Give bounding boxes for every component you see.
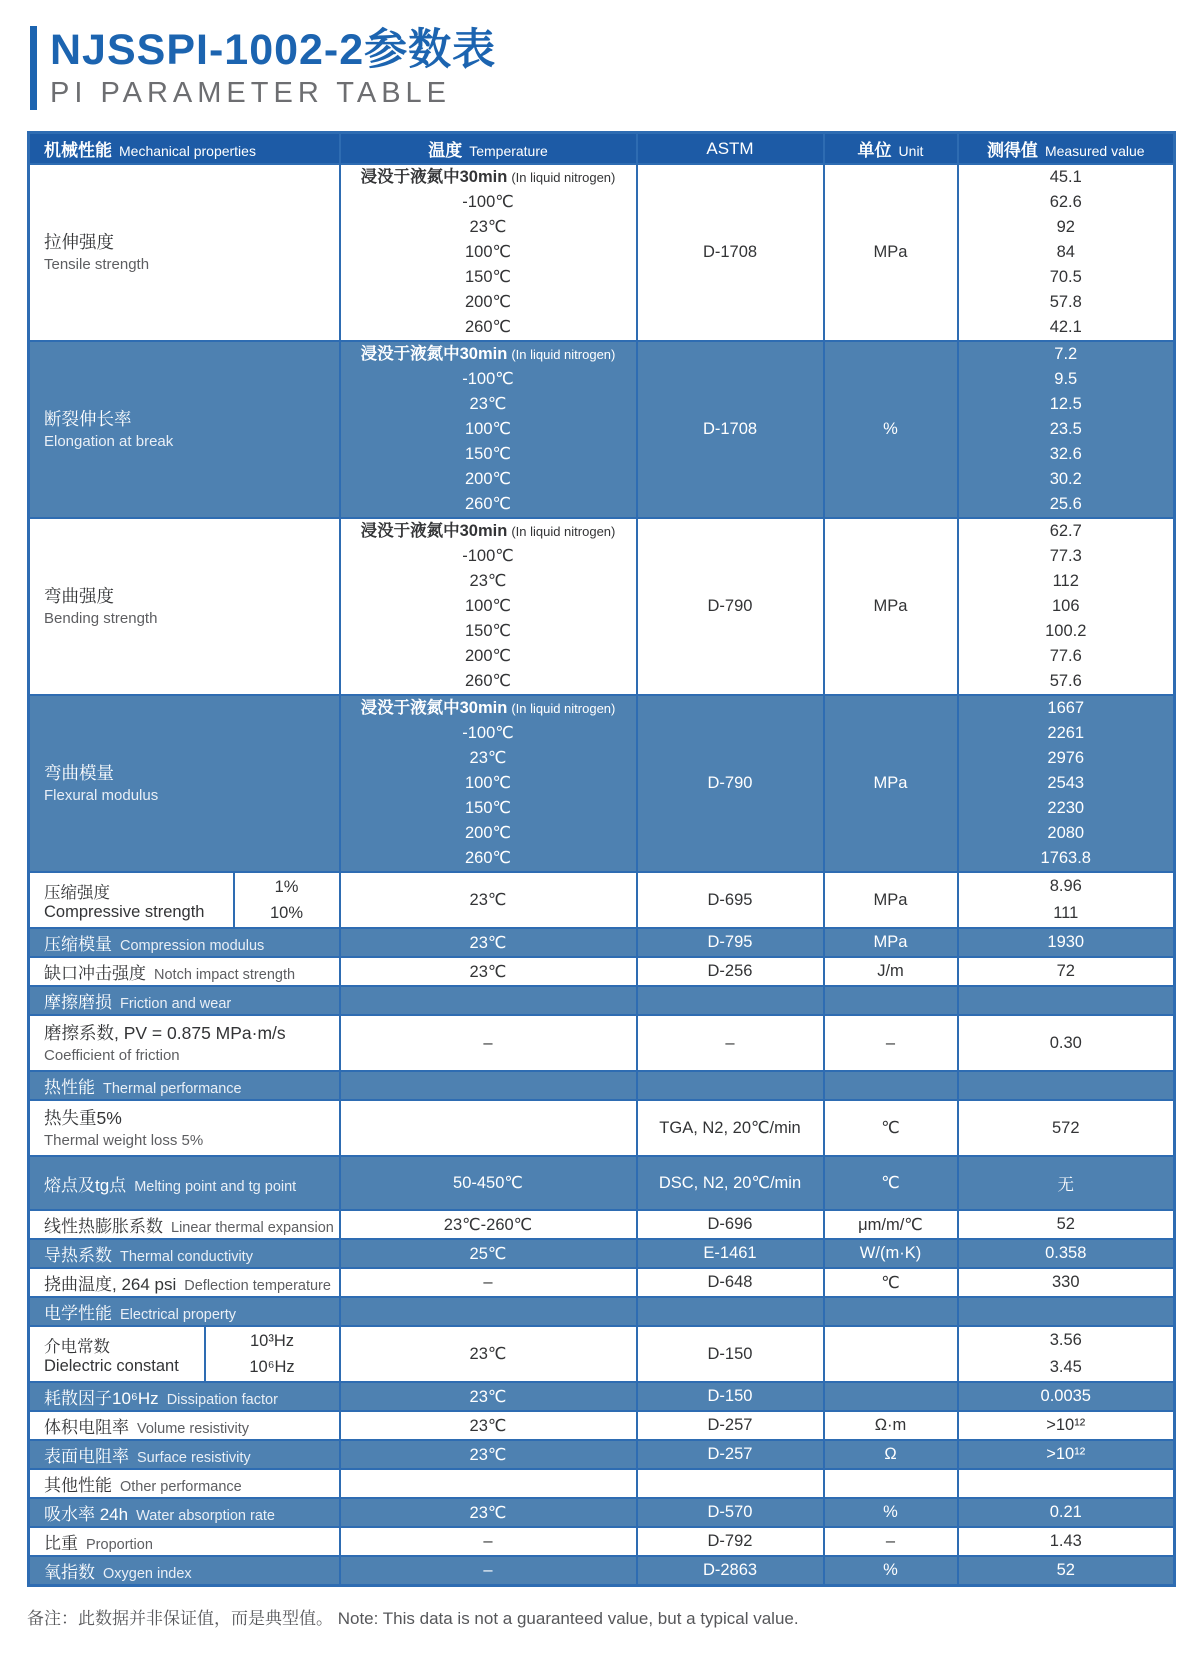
empty-cell <box>824 1469 958 1498</box>
cell-unit: % <box>824 1556 958 1586</box>
temp-line <box>341 165 636 190</box>
cell-value: 无 <box>958 1156 1175 1210</box>
value-line: 111 <box>1053 904 1079 922</box>
table-head <box>29 133 1175 165</box>
property-en: Deflection temperature <box>184 1278 331 1294</box>
row-section-other-performance <box>29 1469 1175 1498</box>
property-en: Compressive strength <box>44 902 205 921</box>
cell-property <box>29 518 340 695</box>
cell-unit: – <box>824 1015 958 1071</box>
temp-line: -100℃ <box>462 547 514 565</box>
cell-astm: D-1708 <box>637 341 824 518</box>
cell-astm: D-150 <box>637 1326 824 1382</box>
cell-astm: D-790 <box>637 518 824 695</box>
temp-line: 150℃ <box>464 799 512 817</box>
cell-unit-empty <box>824 1382 958 1411</box>
temp-line: -100℃ <box>462 193 514 211</box>
property-zh: 线性热膨胀系数 <box>44 1217 163 1236</box>
cell-unit: – <box>824 1527 958 1556</box>
cell-unit: % <box>824 341 958 518</box>
strain-level-2: 10% <box>269 904 304 922</box>
property-en: Volume resistivity <box>137 1421 250 1437</box>
value-line: 106 <box>1051 597 1080 615</box>
temp-sub: (In liquid nitrogen) <box>511 170 616 185</box>
property-en: Elongation at break <box>44 433 174 450</box>
cell-unit: MPa <box>824 518 958 695</box>
cell-temperature: 23℃ <box>340 928 637 957</box>
value-line: 2080 <box>1047 824 1085 842</box>
cell-temperature: 23℃ <box>340 1411 637 1440</box>
cell-temperatures <box>340 518 637 695</box>
cell-astm: E-1461 <box>637 1239 824 1268</box>
parameter-table <box>27 131 1176 1587</box>
cell-property <box>29 1556 340 1586</box>
cell-value: 1.43 <box>958 1527 1175 1556</box>
temp-line: 100℃ <box>464 774 512 792</box>
cell-section-label <box>29 986 340 1015</box>
section-en: Thermal performance <box>103 1081 242 1097</box>
property-en: Coefficient of friction <box>44 1046 180 1064</box>
cell-astm: D-570 <box>637 1498 824 1527</box>
temp-line <box>341 342 636 367</box>
cell-temperature: – <box>340 1268 637 1297</box>
cell-temperatures <box>340 341 637 518</box>
cell-unit: % <box>824 1498 958 1527</box>
property-zh: 吸水率 24h <box>44 1505 129 1524</box>
cell-section-label <box>29 1297 340 1326</box>
temp-line: -100℃ <box>462 370 514 388</box>
header-measured-en: Measured value <box>1044 143 1145 159</box>
row-notch-impact-strength <box>29 957 1175 986</box>
page-header <box>30 26 1200 110</box>
property-zh: 比重 <box>44 1534 78 1553</box>
cell-temperature <box>340 1100 637 1156</box>
header-col-measured <box>958 133 1175 165</box>
strain-levels <box>233 873 339 927</box>
property-en: Dielectric constant <box>44 1356 179 1375</box>
frequencies <box>204 1327 339 1381</box>
property-zh: 热失重5% <box>44 1107 122 1128</box>
empty-cell <box>958 1071 1175 1100</box>
header-property-zh: 机械性能 <box>44 141 112 160</box>
property-zh: 耗散因子10⁶Hz <box>44 1389 159 1408</box>
temp-line: 23℃ <box>469 395 507 413</box>
cell-value: >10¹² <box>958 1411 1175 1440</box>
cell-property <box>29 1015 340 1071</box>
temp-main: 浸没于液氮中30min <box>360 699 508 717</box>
cell-unit-empty <box>824 1326 958 1382</box>
header-unit-en: Unit <box>898 143 924 159</box>
cell-temperature: 23℃ <box>340 1326 637 1382</box>
property-en: Linear thermal expansion <box>171 1220 334 1236</box>
page-title: NJSSPI-1002-2参数表 <box>50 26 497 74</box>
temp-main: 浸没于液氮中30min <box>360 522 508 540</box>
value-line: 92 <box>1056 218 1075 236</box>
row-compressive-strength <box>29 872 1175 928</box>
row-surface-resistivity <box>29 1440 1175 1469</box>
cell-astm: D-648 <box>637 1268 824 1297</box>
frequency-1: 10³Hz <box>249 1332 294 1350</box>
cell-value: 1930 <box>958 928 1175 957</box>
property-en: Proportion <box>86 1537 153 1553</box>
row-coefficient-of-friction <box>29 1015 1175 1071</box>
cell-astm: – <box>637 1015 824 1071</box>
temp-line: 100℃ <box>464 597 512 615</box>
cell-value: >10¹² <box>958 1440 1175 1469</box>
header-col-unit <box>824 133 958 165</box>
row-oxygen-index <box>29 1556 1175 1586</box>
value-line: 30.2 <box>1049 470 1082 488</box>
cell-value: 52 <box>958 1556 1175 1586</box>
cell-value: 52 <box>958 1210 1175 1239</box>
cell-section-label <box>29 1071 340 1100</box>
row-tensile-strength <box>29 164 1175 341</box>
value-line: 42.1 <box>1049 318 1082 336</box>
cell-value: 0.358 <box>958 1239 1175 1268</box>
temp-line: 200℃ <box>464 647 512 665</box>
section-zh: 热性能 <box>44 1078 95 1097</box>
cell-value: 0.21 <box>958 1498 1175 1527</box>
footnote: 备注：此数据并非保证值，而是典型值。 Note: This data is not a guaranteed value, but a typical value. <box>27 1609 799 1628</box>
header-col-property <box>29 133 340 165</box>
cell-unit: MPa <box>824 695 958 872</box>
row-melting-point <box>29 1156 1175 1210</box>
property-en: Water absorption rate <box>136 1508 275 1524</box>
temp-line: 23℃ <box>469 749 507 767</box>
cell-unit: Ω·m <box>824 1411 958 1440</box>
cell-astm: DSC, N2, 20℃/min <box>637 1156 824 1210</box>
property-zh: 表面电阻率 <box>44 1447 129 1466</box>
temp-line: 150℃ <box>464 268 512 286</box>
cell-value: 72 <box>958 957 1175 986</box>
temp-line: 150℃ <box>464 622 512 640</box>
row-elongation-at-break <box>29 341 1175 518</box>
header-col-temperature <box>340 133 637 165</box>
value-line: 12.5 <box>1049 395 1082 413</box>
value-line: 57.8 <box>1049 293 1082 311</box>
section-en: Electrical property <box>120 1307 237 1323</box>
cell-astm: D-696 <box>637 1210 824 1239</box>
cell-values <box>958 341 1175 518</box>
value-line: 7.2 <box>1054 345 1078 363</box>
value-line: 77.6 <box>1049 647 1082 665</box>
temp-line: 150℃ <box>464 445 512 463</box>
cell-astm: D-792 <box>637 1527 824 1556</box>
cell-temperature: 50-450℃ <box>340 1156 637 1210</box>
row-thermal-conductivity <box>29 1239 1175 1268</box>
temp-line: 260℃ <box>464 495 512 513</box>
cell-property <box>29 1100 340 1156</box>
row-section-thermal-performance <box>29 1071 1175 1100</box>
cell-property <box>29 872 340 928</box>
cell-astm: D-256 <box>637 957 824 986</box>
property-en: Dissipation factor <box>166 1392 278 1408</box>
header-col-astm <box>637 133 824 165</box>
empty-cell <box>637 1297 824 1326</box>
property-zh: 弯曲模量 <box>44 763 114 783</box>
cell-astm: D-1708 <box>637 164 824 341</box>
cell-unit: J/m <box>824 957 958 986</box>
value-line: 8.96 <box>1049 877 1082 895</box>
cell-astm: TGA, N2, 20℃/min <box>637 1100 824 1156</box>
property-zh: 压缩模量 <box>44 935 112 954</box>
property-en: Surface resistivity <box>137 1450 251 1466</box>
cell-property <box>29 1326 340 1382</box>
cell-property <box>29 1239 340 1268</box>
temp-sub: (In liquid nitrogen) <box>511 524 616 539</box>
cell-astm: D-257 <box>637 1411 824 1440</box>
cell-property <box>29 1440 340 1469</box>
property-en: Melting point and tg point <box>134 1178 297 1195</box>
cell-astm: D-695 <box>637 872 824 928</box>
frequency-2: 10⁶Hz <box>249 1358 295 1376</box>
temp-line: 260℃ <box>464 849 512 867</box>
cell-temperature: 25℃ <box>340 1239 637 1268</box>
empty-cell <box>824 1297 958 1326</box>
cell-property <box>29 1268 340 1297</box>
cell-property <box>29 957 340 986</box>
value-line: 1763.8 <box>1040 849 1091 867</box>
property-en: Thermal conductivity <box>120 1249 253 1265</box>
temp-line: 200℃ <box>464 824 512 842</box>
property-zh: 压缩强度 <box>44 883 110 902</box>
value-line: 3.56 <box>1049 1331 1082 1349</box>
value-line: 45.1 <box>1049 168 1082 186</box>
property-label <box>30 1327 204 1381</box>
cell-unit: μm/m/℃ <box>824 1210 958 1239</box>
cell-unit: ℃ <box>824 1100 958 1156</box>
header-row <box>29 133 1175 165</box>
property-en: Compression modulus <box>120 938 265 954</box>
property-zh: 缺口冲击强度 <box>44 964 146 983</box>
cell-unit: ℃ <box>824 1268 958 1297</box>
temp-line: 100℃ <box>464 420 512 438</box>
cell-temperature: – <box>340 1527 637 1556</box>
section-zh: 摩擦磨损 <box>44 993 112 1012</box>
cell-temperature: 23℃-260℃ <box>340 1210 637 1239</box>
cell-property <box>29 695 340 872</box>
property-en: Tensile strength <box>44 256 150 273</box>
cell-astm: D-795 <box>637 928 824 957</box>
value-line: 1667 <box>1047 699 1085 717</box>
value-line: 32.6 <box>1049 445 1082 463</box>
cell-temperatures <box>340 695 637 872</box>
header-property-en: Mechanical properties <box>119 143 256 159</box>
cell-unit: ℃ <box>824 1156 958 1210</box>
value-line: 9.5 <box>1054 370 1078 388</box>
page <box>0 26 1200 1629</box>
property-en: Bending strength <box>44 610 158 627</box>
value-line: 23.5 <box>1049 420 1082 438</box>
cell-unit: MPa <box>824 928 958 957</box>
empty-cell <box>637 1071 824 1100</box>
header-unit-zh: 单位 <box>857 141 892 160</box>
cell-temperature: 23℃ <box>340 957 637 986</box>
temp-line: 200℃ <box>464 293 512 311</box>
cell-values <box>958 872 1175 928</box>
temp-line: 100℃ <box>464 243 512 261</box>
temp-line: -100℃ <box>462 724 514 742</box>
value-line: 62.7 <box>1049 522 1082 540</box>
property-zh: 拉伸强度 <box>44 232 114 252</box>
row-section-electrical-property <box>29 1297 1175 1326</box>
value-line: 25.6 <box>1049 495 1082 513</box>
value-line: 2543 <box>1047 774 1085 792</box>
cell-property <box>29 1527 340 1556</box>
temp-main: 浸没于液氮中30min <box>360 168 508 186</box>
cell-value: 572 <box>958 1100 1175 1156</box>
page-subtitle: PI PARAMETER TABLE <box>50 77 452 109</box>
temp-line: 23℃ <box>469 218 507 236</box>
temp-line <box>341 519 636 544</box>
cell-property <box>29 1382 340 1411</box>
empty-cell <box>340 1071 637 1100</box>
cell-property <box>29 164 340 341</box>
value-line: 77.3 <box>1049 547 1082 565</box>
cell-unit: MPa <box>824 164 958 341</box>
cell-property <box>29 1156 340 1210</box>
cell-temperature: 23℃ <box>340 1440 637 1469</box>
cell-astm: D-790 <box>637 695 824 872</box>
strain-level-1: 1% <box>274 878 299 896</box>
header-astm-label: ASTM <box>706 138 754 158</box>
cell-temperature: – <box>340 1556 637 1586</box>
value-line: 2230 <box>1047 799 1085 817</box>
value-line: 2261 <box>1047 724 1085 742</box>
section-zh: 电学性能 <box>44 1304 112 1323</box>
cell-temperatures <box>340 164 637 341</box>
temp-sub: (In liquid nitrogen) <box>511 701 616 716</box>
empty-cell <box>958 986 1175 1015</box>
row-deflection-temperature <box>29 1268 1175 1297</box>
value-line: 84 <box>1056 243 1075 261</box>
cell-property <box>29 928 340 957</box>
cell-values <box>958 695 1175 872</box>
cell-unit: Ω <box>824 1440 958 1469</box>
section-en: Other performance <box>120 1479 242 1495</box>
cell-values <box>958 164 1175 341</box>
row-dielectric-constant <box>29 1326 1175 1382</box>
row-flexural-modulus <box>29 695 1175 872</box>
cell-value: 0.0035 <box>958 1382 1175 1411</box>
property-en: Thermal weight loss 5% <box>44 1131 204 1149</box>
row-dissipation-factor <box>29 1382 1175 1411</box>
title-accent-bar <box>30 26 37 110</box>
split-cell <box>30 873 339 927</box>
property-zh: 介电常数 <box>44 1337 110 1356</box>
cell-unit: MPa <box>824 872 958 928</box>
temp-main: 浸没于液氮中30min <box>360 345 508 363</box>
property-zh: 导热系数 <box>44 1246 112 1265</box>
cell-temperature: 23℃ <box>340 872 637 928</box>
cell-property <box>29 341 340 518</box>
cell-astm: D-257 <box>637 1440 824 1469</box>
value-line: 2976 <box>1047 749 1085 767</box>
empty-cell <box>340 1469 637 1498</box>
header-temperature-en: Temperature <box>469 143 548 159</box>
header-measured-zh: 测得值 <box>986 141 1038 160</box>
cell-property <box>29 1210 340 1239</box>
empty-cell <box>958 1469 1175 1498</box>
cell-astm: D-150 <box>637 1382 824 1411</box>
property-zh: 断裂伸长率 <box>44 409 132 429</box>
property-en: Flexural modulus <box>44 787 159 804</box>
property-zh: 熔点及tg点 <box>44 1175 127 1195</box>
property-en: Notch impact strength <box>154 967 296 983</box>
row-water-absorption-rate <box>29 1498 1175 1527</box>
row-thermal-weight-loss <box>29 1100 1175 1156</box>
temp-line: 260℃ <box>464 672 512 690</box>
empty-cell <box>824 986 958 1015</box>
temp-line: 260℃ <box>464 318 512 336</box>
property-zh: 弯曲强度 <box>44 586 114 606</box>
property-zh: 氧指数 <box>44 1563 95 1582</box>
row-compression-modulus <box>29 928 1175 957</box>
row-linear-thermal-expansion <box>29 1210 1175 1239</box>
cell-values <box>958 1326 1175 1382</box>
temp-sub: (In liquid nitrogen) <box>511 347 616 362</box>
cell-temperature: 23℃ <box>340 1498 637 1527</box>
split-cell <box>30 1327 339 1381</box>
empty-cell <box>958 1297 1175 1326</box>
empty-cell <box>824 1071 958 1100</box>
empty-cell <box>637 986 824 1015</box>
header-temperature-zh: 温度 <box>428 141 463 160</box>
empty-cell <box>637 1469 824 1498</box>
temp-line: 200℃ <box>464 470 512 488</box>
row-proportion <box>29 1527 1175 1556</box>
cell-section-label <box>29 1469 340 1498</box>
cell-values <box>958 518 1175 695</box>
property-zh: 挠曲温度, 264 psi <box>44 1275 177 1294</box>
property-zh: 磨擦系数, PV = 0.875 MPa·m/s <box>44 1022 286 1043</box>
empty-cell <box>340 986 637 1015</box>
empty-cell <box>340 1297 637 1326</box>
value-line: 57.6 <box>1049 672 1082 690</box>
property-zh: 体积电阻率 <box>44 1418 129 1437</box>
cell-value: 330 <box>958 1268 1175 1297</box>
cell-temperature: – <box>340 1015 637 1071</box>
temp-line: 23℃ <box>469 572 507 590</box>
section-zh: 其他性能 <box>44 1476 112 1495</box>
cell-property <box>29 1498 340 1527</box>
property-label <box>30 873 233 927</box>
cell-value: 0.30 <box>958 1015 1175 1071</box>
value-line: 62.6 <box>1049 193 1082 211</box>
title-texts <box>50 26 496 110</box>
cell-property <box>29 1411 340 1440</box>
row-bending-strength <box>29 518 1175 695</box>
cell-unit: W/(m·K) <box>824 1239 958 1268</box>
table-body <box>29 164 1175 1586</box>
property-en: Oxygen index <box>103 1566 192 1582</box>
cell-temperature: 23℃ <box>340 1382 637 1411</box>
temp-line <box>341 696 636 721</box>
section-en: Friction and wear <box>120 996 232 1012</box>
value-line: 3.45 <box>1049 1358 1082 1376</box>
row-volume-resistivity <box>29 1411 1175 1440</box>
row-section-friction-and-wear <box>29 986 1175 1015</box>
value-line: 70.5 <box>1049 268 1082 286</box>
value-line: 100.2 <box>1045 622 1087 640</box>
value-line: 112 <box>1052 572 1079 590</box>
cell-astm: D-2863 <box>637 1556 824 1586</box>
